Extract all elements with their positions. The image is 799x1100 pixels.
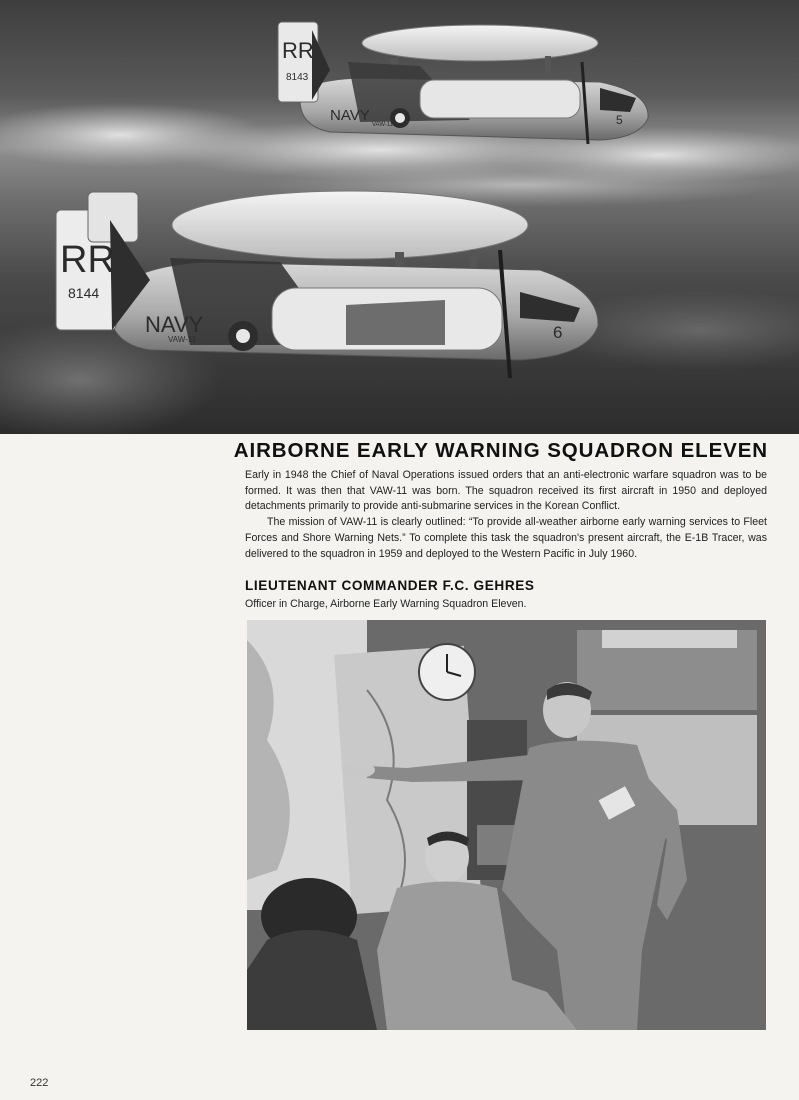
fuselage-text: NAVY (330, 107, 370, 124)
nose-number: 5 (616, 113, 623, 127)
serial-text: 8144 (68, 285, 100, 301)
paragraph-2: The mission of VAW-11 is clearly outlined: “To provide all-weather airborne early warning services to Fleet Forces and Shore Warning Nets.” To complete this task the squadron's present aircraft, the E-1B Tracer, was delivered to the squadron in 1959 and deployed to the Western Pacific in July 1960. (245, 516, 767, 560)
article-body (245, 468, 767, 562)
aircraft-photo (0, 0, 799, 434)
page-title: AIRBORNE EARLY WARNING SQUADRON ELEVEN (233, 439, 768, 462)
nose-number: 6 (553, 323, 563, 342)
tail-code-text: RR (60, 239, 115, 281)
page-number: 222 (30, 1077, 49, 1089)
paragraph-1: Early in 1948 the Chief of Naval Operations issued orders that an anti-electronic warfare squadron was to be formed. It was then that VAW-11 was born. The squadron received its first aircraft in 1950 and deployed detachments primarily to provide anti-submarine services in the Korean Conflict. (245, 469, 767, 513)
aircraft-8143 (278, 22, 648, 144)
officer-caption: Officer in Charge, Airborne Early Warning Squadron Eleven. (245, 598, 527, 610)
wall-clock-icon (419, 644, 475, 700)
tail-code-text: RR (282, 38, 314, 63)
squadron-text: VAW-11 (168, 335, 197, 344)
squadron-text: VAW-11 (372, 122, 394, 128)
officer-photo (247, 620, 766, 1030)
fuselage-text: NAVY (145, 312, 204, 337)
officer-heading: LIEUTENANT COMMANDER F.C. GEHRES (245, 578, 535, 593)
serial-text: 8143 (286, 72, 309, 83)
